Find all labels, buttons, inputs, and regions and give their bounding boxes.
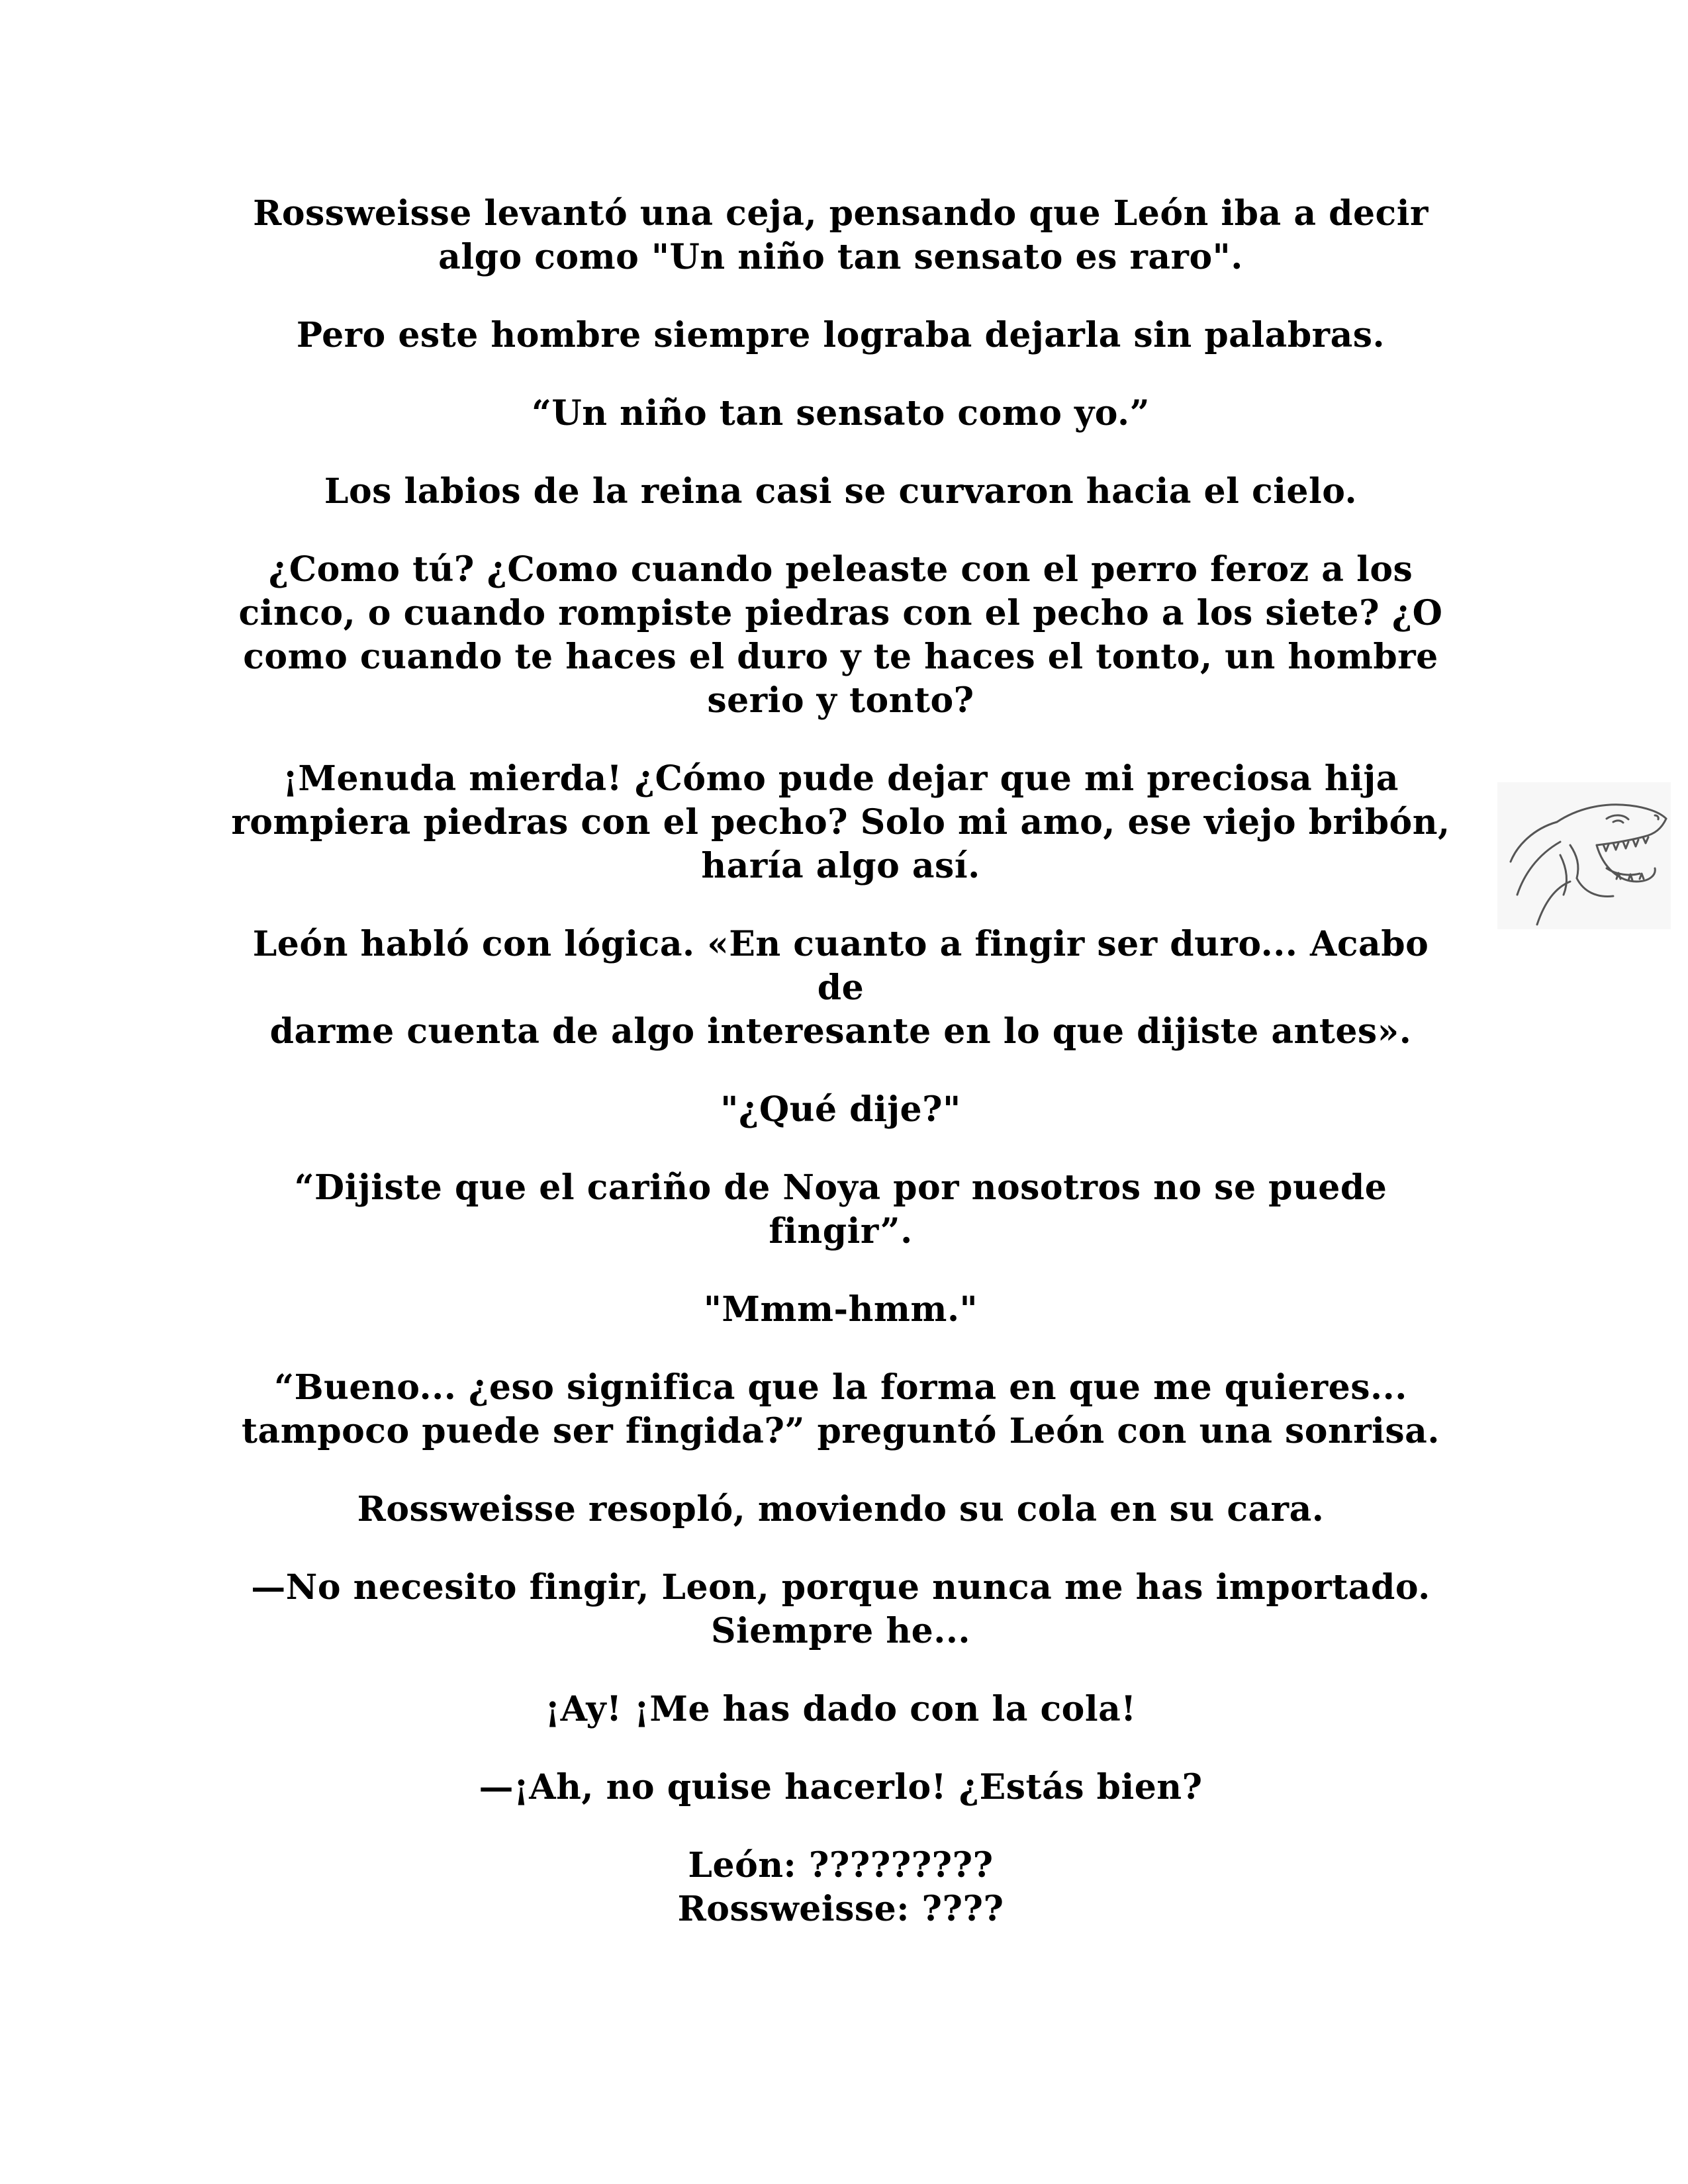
paragraph-12: Rossweisse resopló, moviendo su cola en su cara. <box>357 1489 1325 1529</box>
paragraph-7: León habló con lógica. «En cuanto a fingir ser duro... Acabo de darme cuenta de algo interesante en lo que dijiste antes». <box>252 924 1429 1052</box>
paragraph-16: León: ????????? Rossweisse: ???? <box>677 1845 1004 1929</box>
paragraph-6: ¡Menuda mierda! ¿Cómo pude dejar que mi preciosa hija rompiera piedras con el pecho? Solo mi amo, ese viejo bribón, haría algo así. <box>231 758 1450 886</box>
story-text <box>225 192 1456 1931</box>
paragraph-14: ¡Ay! ¡Me has dado con la cola! <box>545 1689 1137 1729</box>
paragraph-9: “Dijiste que el cariño de Noya por nosotros no se puede fingir”. <box>294 1167 1387 1251</box>
dragon-head-sketch-icon <box>1497 782 1671 929</box>
paragraph-11: “Bueno... ¿eso significa que la forma en que me quieres... tampoco puede ser fingida?” preguntó León con una sonrisa. <box>242 1367 1440 1451</box>
paragraph-13: —No necesito fingir, Leon, porque nunca me has importado. Siempre he... <box>251 1567 1430 1651</box>
paragraph-2: Pero este hombre siempre lograba dejarla sin palabras. <box>296 315 1385 355</box>
paragraph-10: "Mmm-hmm." <box>703 1289 978 1330</box>
paragraph-1: Rossweisse levantó una ceja, pensando que León iba a decir algo como "Un niño tan sensato es raro". <box>253 193 1429 277</box>
paragraph-5: ¿Como tú? ¿Como cuando peleaste con el perro feroz a los cinco, o cuando rompiste piedras con el pecho a los siete? ¿O como cuando te haces el duro y te haces el tonto, un hombre serio y tonto? <box>238 549 1443 721</box>
paragraph-4: Los labios de la reina casi se curvaron hacia el cielo. <box>324 471 1358 512</box>
paragraph-15: —¡Ah, no quise hacerlo! ¿Estás bien? <box>479 1767 1203 1807</box>
paragraph-8: "¿Qué dije?" <box>720 1089 961 1130</box>
paragraph-3: “Un niño tan sensato como yo.” <box>531 393 1150 433</box>
